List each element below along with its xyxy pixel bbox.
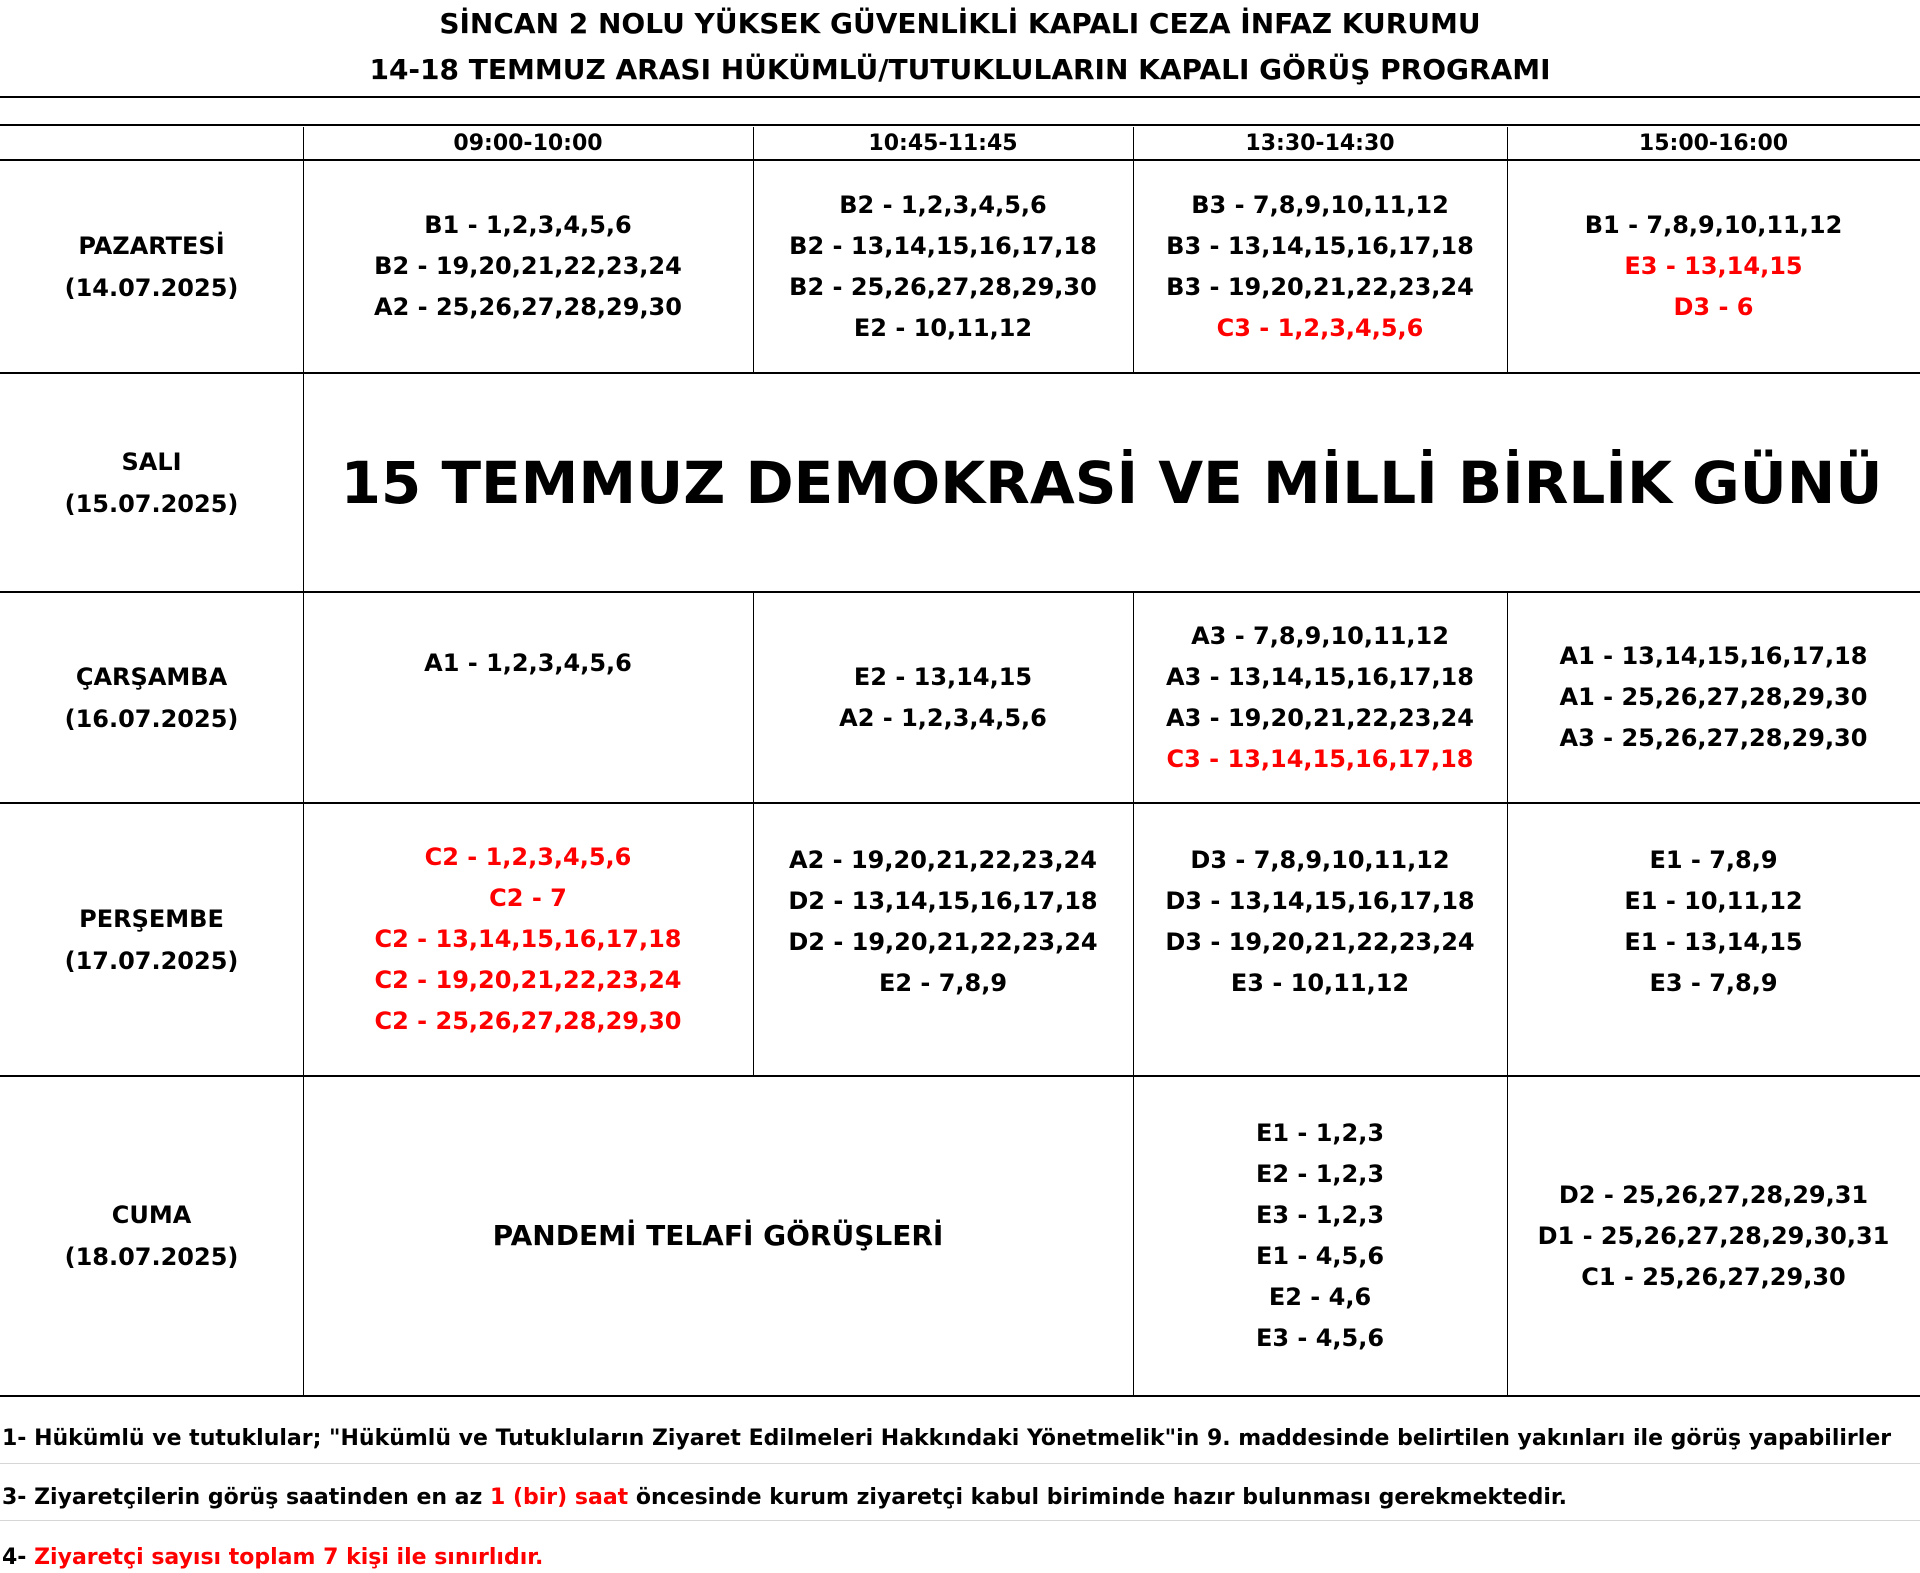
day-cell [0, 1076, 303, 1396]
ward-entry: E3 - 4,5,6 [1255, 1324, 1385, 1352]
schedule-cell [1133, 592, 1507, 803]
time-slot-header: 09:00-10:00 [453, 130, 603, 156]
ward-entry: A2 - 19,20,21,22,23,24 [789, 846, 1097, 874]
day-date: (16.07.2025) [64, 704, 239, 733]
ward-entry: C3 - 1,2,3,4,5,6 [1216, 313, 1424, 342]
time-slot-header: 10:45-11:45 [868, 130, 1018, 156]
day-cell [0, 592, 303, 803]
ward-entry: C3 - 13,14,15,16,17,18 [1166, 744, 1474, 773]
schedule-cell [753, 803, 1133, 1076]
schedule-cell [753, 160, 1133, 373]
day-cell [0, 373, 303, 592]
ward-entry: A1 - 13,14,15,16,17,18 [1559, 642, 1868, 670]
day-date: (18.07.2025) [64, 1243, 239, 1271]
ward-entry: C2 - 7 [489, 884, 567, 912]
ward-entry: B3 - 19,20,21,22,23,24 [1166, 272, 1474, 301]
time-slot-header: 13:30-14:30 [1245, 130, 1395, 156]
rule-top [0, 96, 1920, 98]
ward-entry: D1 - 25,26,27,28,29,30,31 [1537, 1221, 1890, 1250]
schedule-cell [1507, 160, 1920, 373]
day-cell [0, 803, 303, 1076]
note-separator [0, 1520, 1920, 1521]
ward-entry: C2 - 25,26,27,28,29,30 [374, 1007, 682, 1035]
schedule-cell [303, 803, 753, 1076]
schedule-cell [1507, 803, 1920, 1076]
note-3 [2, 1543, 543, 1573]
ward-entry: C1 - 25,26,27,29,30 [1581, 1262, 1846, 1291]
schedule-cell [1133, 160, 1507, 373]
ward-entry: E2 - 1,2,3 [1255, 1160, 1385, 1188]
schedule-cell [303, 160, 753, 373]
pandemic-label: PANDEMİ TELAFİ GÖRÜŞLERİ [492, 1219, 944, 1252]
schedule-cell [303, 592, 753, 803]
ward-entry: E3 - 7,8,9 [1649, 969, 1778, 997]
schedule-cell [1507, 1076, 1920, 1396]
day-name: PERŞEMBE [79, 904, 224, 933]
ward-entry: D2 - 13,14,15,16,17,18 [788, 887, 1098, 915]
day-name: CUMA [111, 1201, 192, 1229]
note-2 [2, 1483, 1567, 1513]
rule-table-top [0, 124, 1920, 126]
schedule-cell [1507, 592, 1920, 803]
day-cell [0, 160, 303, 373]
ward-entry: A1 - 25,26,27,28,29,30 [1559, 683, 1868, 711]
ward-entry: E3 - 10,11,12 [1230, 969, 1410, 997]
note-text: Ziyaretçi sayısı toplam 7 kişi ile sınırlıdır. [34, 1545, 544, 1570]
ward-entry: E2 - 7,8,9 [878, 969, 1008, 997]
note-text: öncesinde kurum ziyaretçi kabul biriminde hazır bulunması gerekmektedir. [628, 1485, 1567, 1510]
note-text: 4- [2, 1545, 35, 1570]
ward-entry: E1 - 10,11,12 [1624, 887, 1803, 915]
schedule-cell [1133, 1076, 1507, 1396]
ward-entry: C2 - 1,2,3,4,5,6 [424, 843, 632, 871]
ward-entry: C2 - 13,14,15,16,17,18 [374, 925, 682, 953]
note-separator [0, 1463, 1920, 1464]
ward-entry: B1 - 1,2,3,4,5,6 [424, 211, 632, 239]
ward-entry: C2 - 19,20,21,22,23,24 [374, 966, 682, 994]
schedule-cell [1133, 803, 1507, 1076]
ward-entry: A3 - 7,8,9,10,11,12 [1191, 621, 1449, 650]
day-name: ÇARŞAMBA [75, 662, 228, 691]
ward-entry: D3 - 7,8,9,10,11,12 [1190, 846, 1450, 874]
ward-entry: B1 - 7,8,9,10,11,12 [1584, 211, 1843, 239]
ward-entry: A2 - 1,2,3,4,5,6 [839, 703, 1047, 732]
note-text: 1 (bir) saat [490, 1485, 629, 1510]
ward-entry: E1 - 4,5,6 [1255, 1242, 1385, 1270]
ward-entry: B2 - 13,14,15,16,17,18 [789, 231, 1097, 260]
ward-entry: B2 - 25,26,27,28,29,30 [789, 272, 1097, 301]
ward-entry: B3 - 7,8,9,10,11,12 [1191, 190, 1449, 219]
day-date: (17.07.2025) [64, 946, 239, 975]
ward-entry: A1 - 1,2,3,4,5,6 [424, 649, 632, 677]
document-title-line2: 14-18 TEMMUZ ARASI HÜKÜMLÜ/TUTUKLULARIN KAPALI GÖRÜŞ PROGRAMI [369, 53, 1551, 86]
note-text: 3- Ziyaretçilerin görüş saatinden en az [2, 1485, 490, 1510]
ward-entry: E1 - 1,2,3 [1255, 1119, 1385, 1147]
day-name: SALI [121, 447, 182, 476]
ward-entry: E2 - 4,6 [1268, 1283, 1372, 1311]
ward-entry: E2 - 10,11,12 [853, 313, 1033, 342]
ward-entry: D2 - 25,26,27,28,29,31 [1558, 1180, 1869, 1209]
note-text: 1- Hükümlü ve tutuklular; "Hükümlü ve Tutukluların Ziyaret Edilmeleri Hakkındaki Yönetmelik"in 9. maddesinde belirtilen yakınları ile görüş yapabilirler [2, 1426, 1892, 1451]
day-date: (15.07.2025) [64, 489, 239, 518]
schedule-cell [753, 592, 1133, 803]
ward-entry: B2 - 1,2,3,4,5,6 [839, 190, 1047, 219]
day-name: PAZARTESİ [78, 231, 225, 260]
ward-entry: D2 - 19,20,21,22,23,24 [788, 928, 1098, 956]
ward-entry: E1 - 7,8,9 [1649, 846, 1778, 874]
ward-entry: E1 - 13,14,15 [1624, 928, 1803, 956]
ward-entry: E3 - 13,14,15 [1624, 252, 1803, 280]
ward-entry: A3 - 19,20,21,22,23,24 [1166, 703, 1474, 732]
ward-entry: D3 - 19,20,21,22,23,24 [1165, 928, 1475, 956]
document-title-line1: SİNCAN 2 NOLU YÜKSEK GÜVENLİKLİ KAPALI CEZA İNFAZ KURUMU [439, 7, 1481, 40]
ward-entry: E2 - 13,14,15 [853, 662, 1033, 691]
time-slot-header: 15:00-16:00 [1638, 130, 1789, 156]
day-date: (14.07.2025) [64, 273, 239, 302]
ward-entry: D3 - 13,14,15,16,17,18 [1165, 887, 1475, 915]
ward-entry: A3 - 13,14,15,16,17,18 [1166, 662, 1474, 691]
ward-entry: D3 - 6 [1673, 293, 1754, 321]
ward-entry: B3 - 13,14,15,16,17,18 [1166, 231, 1474, 260]
ward-entry: B2 - 19,20,21,22,23,24 [374, 252, 682, 280]
ward-entry: E3 - 1,2,3 [1255, 1201, 1385, 1229]
holiday-banner: 15 TEMMUZ DEMOKRASİ VE MİLLİ BİRLİK GÜNÜ [340, 448, 1883, 517]
ward-entry: A2 - 25,26,27,28,29,30 [374, 293, 682, 321]
ward-entry: A3 - 25,26,27,28,29,30 [1559, 724, 1868, 752]
note-1 [2, 1424, 1891, 1454]
